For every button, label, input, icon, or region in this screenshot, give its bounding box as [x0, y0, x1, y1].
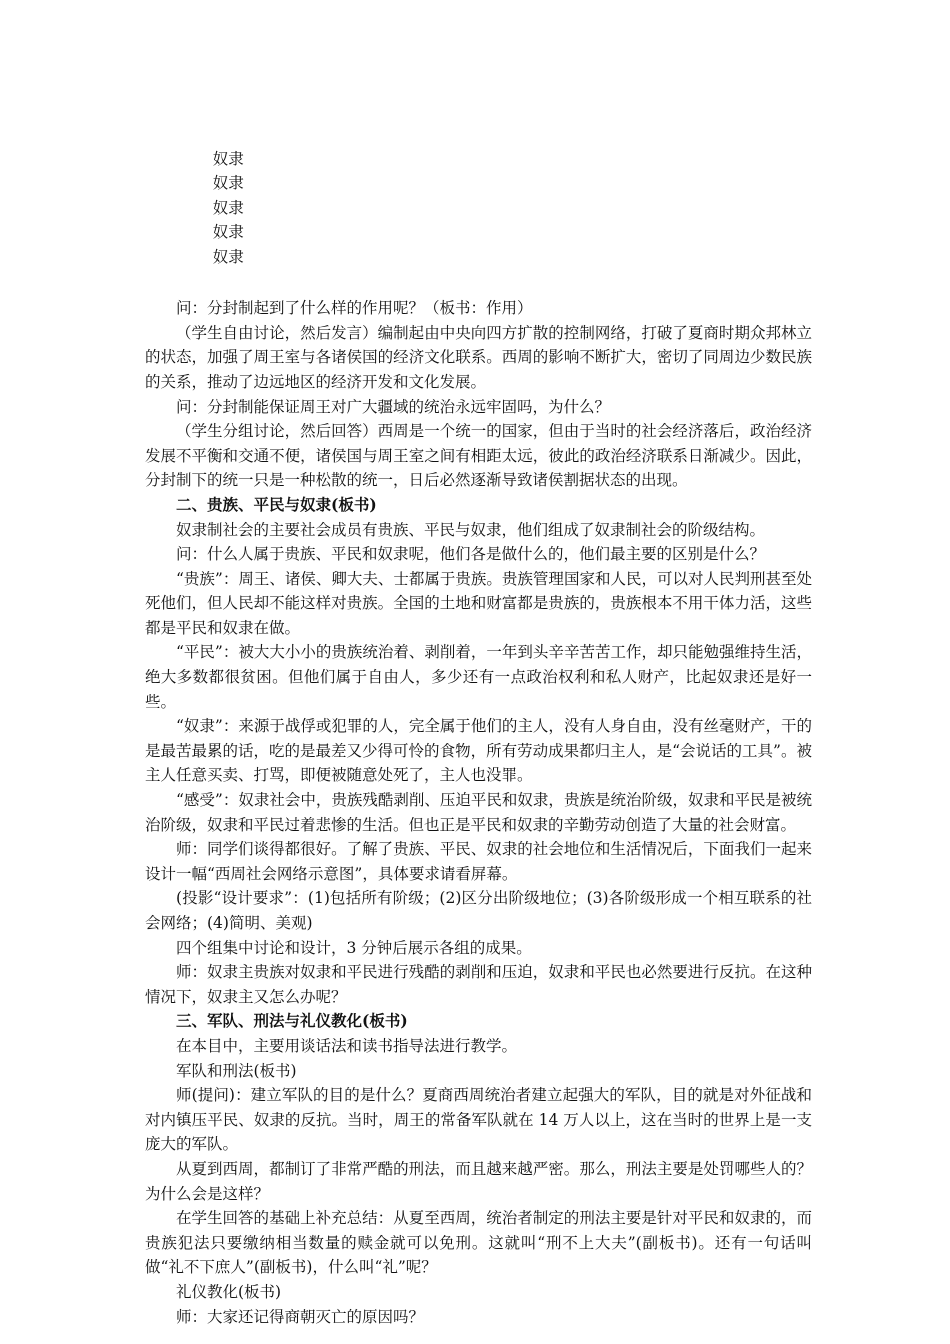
paragraph: “奴隶”：来源于战俘或犯罪的人，完全属于他们的主人，没有人身自由，没有丝毫财产，干的是最苦最累的话，吃的是最差又少得可怜的食物，所有劳动成果都归主人，是“会说话的工具”。被主人任意买卖、打骂，即便被随意处死了，主人也没罪。 — [145, 717, 812, 785]
paragraph: 师：大家还记得商朝灭亡的原因吗？ — [176, 1307, 425, 1326]
paragraph: 从夏到西周，都制订了非常严酷的刑法，而且越来越严密。那么，刑法主要是处罚哪些人的？为什么会是这样？ — [145, 1159, 812, 1203]
paragraph: 师：奴隶主贵族对奴隶和平民进行残酷的剥削和压迫，奴隶和平民也必然要进行反抗。在这种情况下，奴隶主又怎么办呢？ — [145, 963, 812, 1006]
paragraph: 问：什么人属于贵族、平民和奴隶呢，他们各是做什么的，他们最主要的区别是什么？ — [176, 545, 766, 564]
paragraph: 师：同学们谈得都很好。了解了贵族、平民、奴隶的社会地位和生活情况后，下面我们一起来设计一幅“西周社会网络示意图”，具体要求请看屏幕。 — [145, 840, 812, 883]
section-heading: 三、军队、刑法与礼仪教化(板书) — [176, 1011, 408, 1031]
slave-label: 奴隶 — [212, 174, 244, 193]
paragraph: 四个组集中讨论和设计，3 分钟后展示各组的成果。 — [176, 938, 532, 957]
paragraph: 问：分封制起到了什么样的作用呢？（板书：作用） — [176, 299, 533, 318]
paragraph: “感受”：奴隶社会中，贵族残酷剥削、压迫平民和奴隶，贵族是统治阶级，奴隶和平民是被统治阶级，奴隶和平民过着悲惨的生活。但也正是平民和奴隶的辛勤劳动创造了大量的社会财富。 — [145, 791, 812, 834]
paragraph: 奴隶制社会的主要社会成员有贵族、平民与奴隶，他们组成了奴隶制社会的阶级结构。 — [176, 520, 766, 539]
paragraph: 军队和刑法(板书) — [176, 1061, 297, 1080]
paragraph: 在学生回答的基础上补充总结：从夏至西周，统治者制定的刑法主要是针对平民和奴隶的，而贵族犯法只要缴纳相当数量的赎金就可以免刑。这就叫“刑不上大夫”(副板书)。还有一句话叫做“礼不下庶人”(副板书)，什么叫“礼”呢？ — [145, 1209, 812, 1277]
paragraph: 在本目中，主要用谈话法和读书指导法进行教学。 — [176, 1036, 518, 1055]
document-body — [145, 296, 812, 1329]
slave-label: 奴隶 — [212, 149, 244, 168]
slave-label: 奴隶 — [212, 198, 244, 217]
diagram-bottom-row — [145, 122, 812, 294]
paragraph: “平民”：被大大小小的贵族统治着、剥削着，一年到头辛辛苦苦工作，却只能勉强维持生活，绝大多数都很贫困。但他们属于自由人，多少还有一点政治权利和私人财产，比起奴隶还是好一些。 — [145, 643, 812, 711]
slave-label: 奴隶 — [212, 223, 244, 242]
section-heading: 二、贵族、平民与奴隶(板书) — [176, 494, 377, 514]
paragraph: “贵族”：周王、诸侯、卿大夫、士都属于贵族。贵族管理国家和人民，可以对人民判刑甚至处死他们，但人民却不能这样对贵族。全国的土地和财富都是贵族的，贵族根本不用干体力活，这些都是平民和奴隶在做。 — [145, 569, 812, 637]
paragraph: 师(提问)：建立军队的目的是什么？夏商西周统治者建立起强大的军队，目的就是对外征战和对内镇压平民、奴隶的反抗。当时，周王的常备军队就在 14 万人以上，这在当时的世界上是一支庞大的军队。 — [145, 1086, 812, 1154]
paragraph: 礼仪教化(板书) — [176, 1282, 282, 1301]
paragraph: 问：分封制能保证周王对广大疆域的统治永远牢固吗，为什么？ — [176, 397, 611, 416]
paragraph: (投影“设计要求”：(1)包括所有阶级；(2)区分出阶级地位；(3)各阶级形成一个相互联系的社会网络；(4)简明、美观) — [145, 889, 812, 932]
paragraph: （学生分组讨论，然后回答）西周是一个统一的国家，但由于当时的社会经济落后，政治经济发展不平衡和交通不便，诸侯国与周王室之间有相距太远，彼此的政治经济联系日渐减少。因此，分封制下的统一只是一种松散的统一，日后必然逐渐导致诸侯割据状态的出现。 — [145, 422, 812, 490]
paragraph: （学生自由讨论，然后发言）编制起由中央向四方扩散的控制网络，打破了夏商时期众邦林立的状态，加强了周王室与各诸侯国的经济文化联系。西周的影响不断扩大，密切了同周边少数民族的关系，推动了边远地区的经济开发和文化发展。 — [145, 323, 812, 391]
slave-label: 奴隶 — [212, 247, 244, 266]
